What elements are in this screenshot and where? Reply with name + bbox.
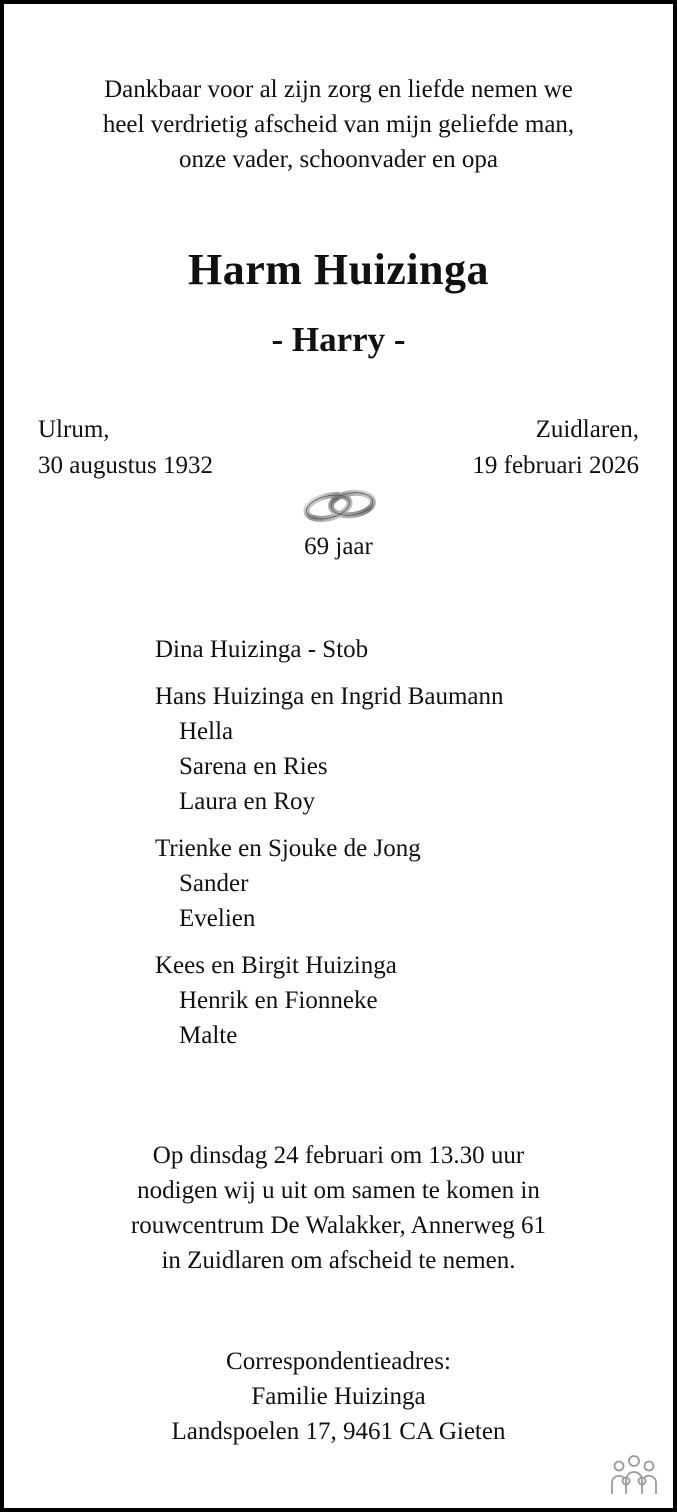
deceased-name: Harm Huizinga [187,245,490,294]
family-member: Sarena en Ries [179,753,328,780]
intro-line: onze vader, schoonvader en opa [179,146,498,173]
family-member: Laura en Roy [179,788,316,815]
service-line: rouwcentrum De Walakker, Annerweg 61 [130,1212,547,1239]
family-member: Hella [179,718,234,745]
correspondence-label: Correspondentieadres: [226,1348,451,1375]
family-group [155,632,504,667]
family-group-head: Trienke en Sjouke de Jong [155,835,421,862]
service-line: Op dinsdag 24 februari om 13.30 uur [152,1142,525,1169]
death-place: Zuidlaren, [535,416,639,443]
family-group-head: Dina Huizinga - Stob [155,636,369,663]
people-logo-icon [609,1454,659,1496]
marriage-years: 69 jaar [304,533,373,560]
family-list [155,632,504,1065]
death-date: 19 februari 2026 [472,452,639,479]
deceased-nickname: - Harry - [271,320,406,359]
family-group-head: Kees en Birgit Huizinga [155,952,397,979]
family-member: Sander [179,870,249,897]
family-group-head: Hans Huizinga en Ingrid Baumann [155,683,504,710]
correspondence-address [4,1344,673,1449]
intro-line: Dankbaar voor al zijn zorg en liefde nemen we [104,76,573,103]
birth-info [38,412,213,484]
service-line: in Zuidlaren om afscheid te nemen. [161,1247,516,1274]
family-group [155,679,504,819]
service-info [4,1138,673,1278]
family-group [155,948,504,1053]
family-member: Malte [179,1022,238,1049]
intro-text [4,72,673,177]
service-line: nodigen wij u uit om samen te komen in [137,1177,540,1204]
family-group [155,831,504,936]
death-info [472,412,639,484]
intro-line: heel verdrietig afscheid van mijn geliefde man, [102,111,575,138]
family-member: Henrik en Fionneke [179,987,378,1014]
correspondence-name: Familie Huizinga [251,1383,426,1410]
birth-date: 30 augustus 1932 [38,452,213,479]
wedding-rings-icon [300,485,380,527]
correspondence-street: Landspoelen 17, 9461 CA Gieten [171,1418,506,1445]
family-member: Evelien [179,905,256,932]
birth-place: Ulrum, [38,416,110,443]
